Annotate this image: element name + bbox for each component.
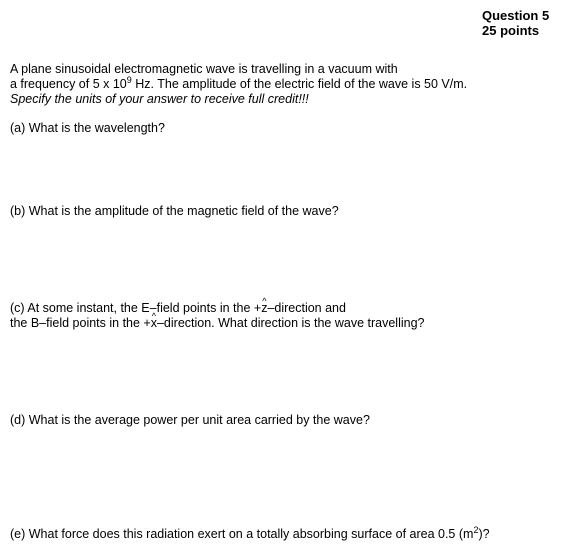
question-b: (b) What is the amplitude of the magnetic field of the wave? [10, 204, 339, 218]
question-c-line-2-prefix: the B–field points in the + [10, 316, 151, 330]
question-c-line-1-suffix: –direction and [267, 301, 346, 315]
question-header [482, 8, 549, 38]
intro-frequency-exponent: 9 [126, 75, 132, 85]
units-note: Specify the units of your answer to receive full credit!!! [10, 92, 309, 106]
question-e [10, 527, 490, 542]
question-number: Question 5 [482, 8, 550, 23]
unit-vector-x: ^ x [151, 316, 157, 331]
intro-line-2 [10, 77, 467, 92]
question-c-line-2-suffix: –direction. What direction is the wave travelling? [156, 316, 425, 330]
question-c-line-2 [10, 316, 424, 331]
intro-line-2-suffix: Hz. The amplitude of the electric field of the wave is 50 V/m. [131, 77, 468, 91]
intro-line-2-prefix: a frequency of 5 x 10 [10, 77, 127, 91]
question-e-suffix: )? [478, 527, 490, 541]
question-c-line-1-prefix: (c) At some instant, the E–field points in the + [10, 301, 262, 315]
question-c-line-1 [10, 301, 346, 316]
question-e-exponent: 2 [473, 525, 479, 535]
question-d: (d) What is the average power per unit area carried by the wave? [10, 413, 370, 427]
intro-line-1: A plane sinusoidal electromagnetic wave is travelling in a vacuum with [10, 62, 398, 76]
question-e-prefix: (e) What force does this radiation exert on a totally absorbing surface of area 0.5 (m [10, 527, 474, 541]
question-points: 25 points [482, 23, 540, 38]
unit-vector-z: ^ z [261, 301, 267, 316]
question-a: (a) What is the wavelength? [10, 121, 165, 135]
